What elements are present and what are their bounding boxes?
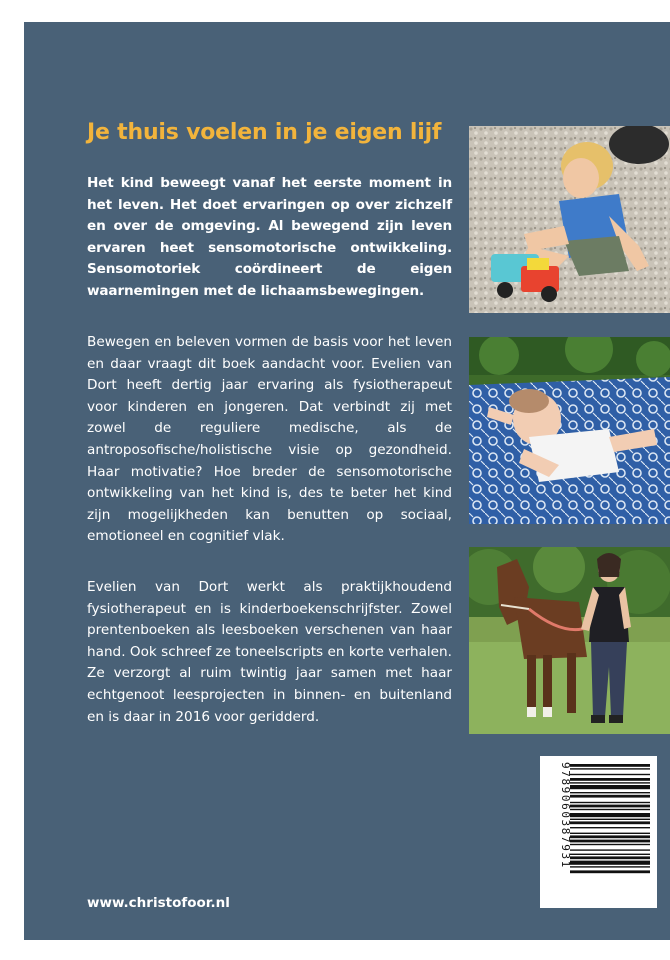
barcode-digits: 9789060387931 xyxy=(559,762,572,869)
body-paragraph-1: Bewegen en beleven vormen de basis voor het leven en daar vraagt dit boek aandacht voor. Evelien van Dort heeft dertig jaar ervaring als fysiotherapeut voor kinderen en jongeren. Dat verbindt zij met zowel de reguliere medische, als de antroposofische/holistische visie op gezondheid. Haar motivatie? Hoe breder de sensomotorische ontwikkeling van het kind is, des te beter het kind zijn mogelijkheden kan benutten op sociaal, emotioneel en cognitief vlak. xyxy=(87,334,452,545)
cover-title: Je thuis voelen in je eigen lijf xyxy=(87,120,442,145)
barcode-bar xyxy=(570,778,650,781)
photo-baby-on-blanket xyxy=(469,337,670,524)
barcode-bar xyxy=(570,768,650,769)
barcode-bar xyxy=(570,782,650,783)
barcode-bar xyxy=(570,774,650,775)
barcode-bar xyxy=(570,805,650,808)
barcode-bar xyxy=(570,833,650,834)
barcode-bar xyxy=(570,861,650,865)
isbn-barcode xyxy=(540,756,657,908)
barcode-bar xyxy=(570,813,650,817)
barcode-bar xyxy=(570,866,650,867)
barcode-bar xyxy=(570,809,650,810)
barcode-bar xyxy=(570,854,650,855)
barcode-bar xyxy=(570,821,650,824)
barcode-bar xyxy=(570,827,650,828)
barcode-bar xyxy=(570,802,650,803)
barcode-bar xyxy=(570,849,650,850)
barcode-bar xyxy=(570,844,650,845)
photo-woman-with-horse xyxy=(469,547,670,734)
barcode-bar xyxy=(570,856,650,859)
barcode-bar xyxy=(570,870,650,873)
body-paragraph-2: Evelien van Dort werkt als praktijkhoudend fysiotherapeut en is kinderboekenschrijfster. Zowel prentenboeken als leesboeken verschenen van haar hand. Ook schreef ze toneelscripts en korte verhalen. Ze verzorgt al ruim twintig jaar samen met haar echtgenoot leesprojecten in binnen- en buitenland en is daar in 2016 voor geridderd. xyxy=(87,579,452,725)
intro-paragraph: Het kind beweegt vanaf het eerste moment in het leven. Het doet ervaringen op over zichzelf en over de omgeving. Al bewegend zijn leven ervaren heet sensomotorische ontwikkeling. Sensomotoriek coördineert de eigen waarnemingen met de lichaamsbewegingen. xyxy=(87,175,452,299)
barcode-bar xyxy=(570,795,650,798)
barcode-bar xyxy=(570,792,650,793)
barcode-bar xyxy=(570,819,650,820)
barcode-bar xyxy=(570,764,650,767)
barcode-bar xyxy=(570,835,650,838)
barcode-bar xyxy=(570,840,650,843)
publisher-url[interactable]: www.christofoor.nl xyxy=(87,895,230,911)
photo-toddler-with-toy-truck xyxy=(469,126,670,313)
barcode-bar xyxy=(570,785,650,789)
